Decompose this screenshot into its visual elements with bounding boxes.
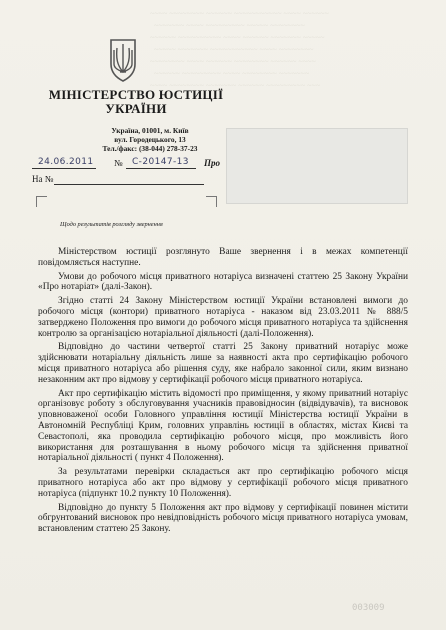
address-street: вул. Городецького, 13 [114, 135, 186, 144]
show-through-text: ~~~~ ~~~~~~~~ ~~~~~~ ~~~~~~~~~~~ ~~~~ ~~~~~~ ~~~~~~~ ~~~~ ~~~~~~~~~ ~~~~~ ~~~~~~~~ ~~~~~~ ~~~~~~~~~~ ~~~~ ~~~~~~ ~~~~~~~ ~~~~~ ~~~~~ ~~~~~~~ ~~~~~~~~~~~ ~~~~ ~~~~~~~~ ~~~~~~~~ ~~~~ ~~~~~~ ~~~~~~~~ ~~~~~~ ~~~~ ~~~~~~ ~~~~~~~~~ ~~~~ ~~~~~~~~ ~~~~~~~ ~~~~ ~~~~~~~~ ~~~~~~~ ~~~~~~ ~~~~~~~~~ ~~~ [150, 9, 329, 90]
registration-date: 24.06.2011 [38, 157, 94, 167]
registration-line [32, 157, 222, 171]
letter-body [38, 247, 408, 538]
reply-to-underline [54, 184, 204, 185]
trident-emblem-icon [108, 38, 138, 82]
to-word: Про [204, 158, 221, 168]
paragraph-2: Умови до робочого місця приватного нотаріуса визначені статтею 25 Закону України «Про нотаріат» (далі-Закон). [38, 271, 408, 293]
paragraph-5: Акт про сертифікацію містить відомості про приміщення, у якому приватний нотаріус організовує роботу з обслуговування учасників правовідносин (відвідувачів), та висновок уповноваженої особи Головного управління юстиції Міністерства юстиції України в Автономній Республіці Крим, головних управлінь юстиції в областях, містах Києві та Севастополі, яка проводила сертифікацію робочого місця, про можливість його використання для розташування в ньому робочого місця та здійснення приватної нотаріальної діяльності ( пункт 4 Положення). [38, 388, 408, 464]
ministry-address [60, 126, 240, 153]
subject-line: Щодо результатів розгляду звернення [60, 221, 163, 228]
paragraph-6: За результатами перевірки складається акт про сертифікацію робочого місця приватного нотаріуса або акт про відмову у сертифікації робочого місця приватного нотаріуса (підпункт 10.2 пункту 10 Положення). [38, 467, 408, 499]
paragraph-7: Відповідно до пункту 5 Положення акт про відмову у сертифікації повинен містити обгрунтований висновок про невідповідність робочого місця приватного нотаріуса умовам, встановленим статтею 25 Закону. [38, 502, 408, 535]
ministry-title-line-1: МІНІСТЕРСТВО ЮСТИЦІЇ [48, 87, 224, 102]
number-label: № [114, 158, 123, 168]
paragraph-4: Відповідно до частини четвертої статті 25 Закону приватний нотаріус може здійснювати нотаріальну діяльність лише за наявності акта про сертифікацію робочого місця приватного нотаріуса або рішення суду, яке набрало законної сили, яким визнано незаконним акт про відмову у сертифікації робочого місця приватного нотаріуса. [38, 342, 408, 385]
reply-to-label: На № [32, 174, 54, 184]
reply-to-line [32, 173, 212, 187]
address-city: Україна, 01001, м. Київ [111, 126, 189, 135]
number-underline [126, 168, 196, 169]
paragraph-1: Міністерством юстиції розглянуто Ваше звернення і в межах компетенції повідомляється наступне. [38, 247, 408, 268]
page-stamp-number: 003009 [352, 603, 385, 613]
registration-number: С-20147-13 [132, 157, 189, 167]
subject-corner-right [206, 196, 217, 207]
ministry-title [46, 88, 226, 116]
address-phone: Тел./факс: (38-044) 278-37-23 [102, 144, 198, 153]
ministry-title-line-2: УКРАЇНИ [105, 101, 167, 116]
redacted-recipient-block [226, 128, 408, 204]
subject-corner-left [36, 196, 47, 207]
date-underline [32, 168, 96, 169]
paragraph-3: Згідно статті 24 Закону Міністерством юстиції України встановлені вимоги до робочого місця (контори) приватного нотаріуса - наказом від 23.03.2011 № 888/5 затверджено Положення про вимоги до робочого місця приватного нотаріуса та здійснення контролю за організацією нотаріальної діяльності (далі-Положення). [38, 296, 408, 339]
